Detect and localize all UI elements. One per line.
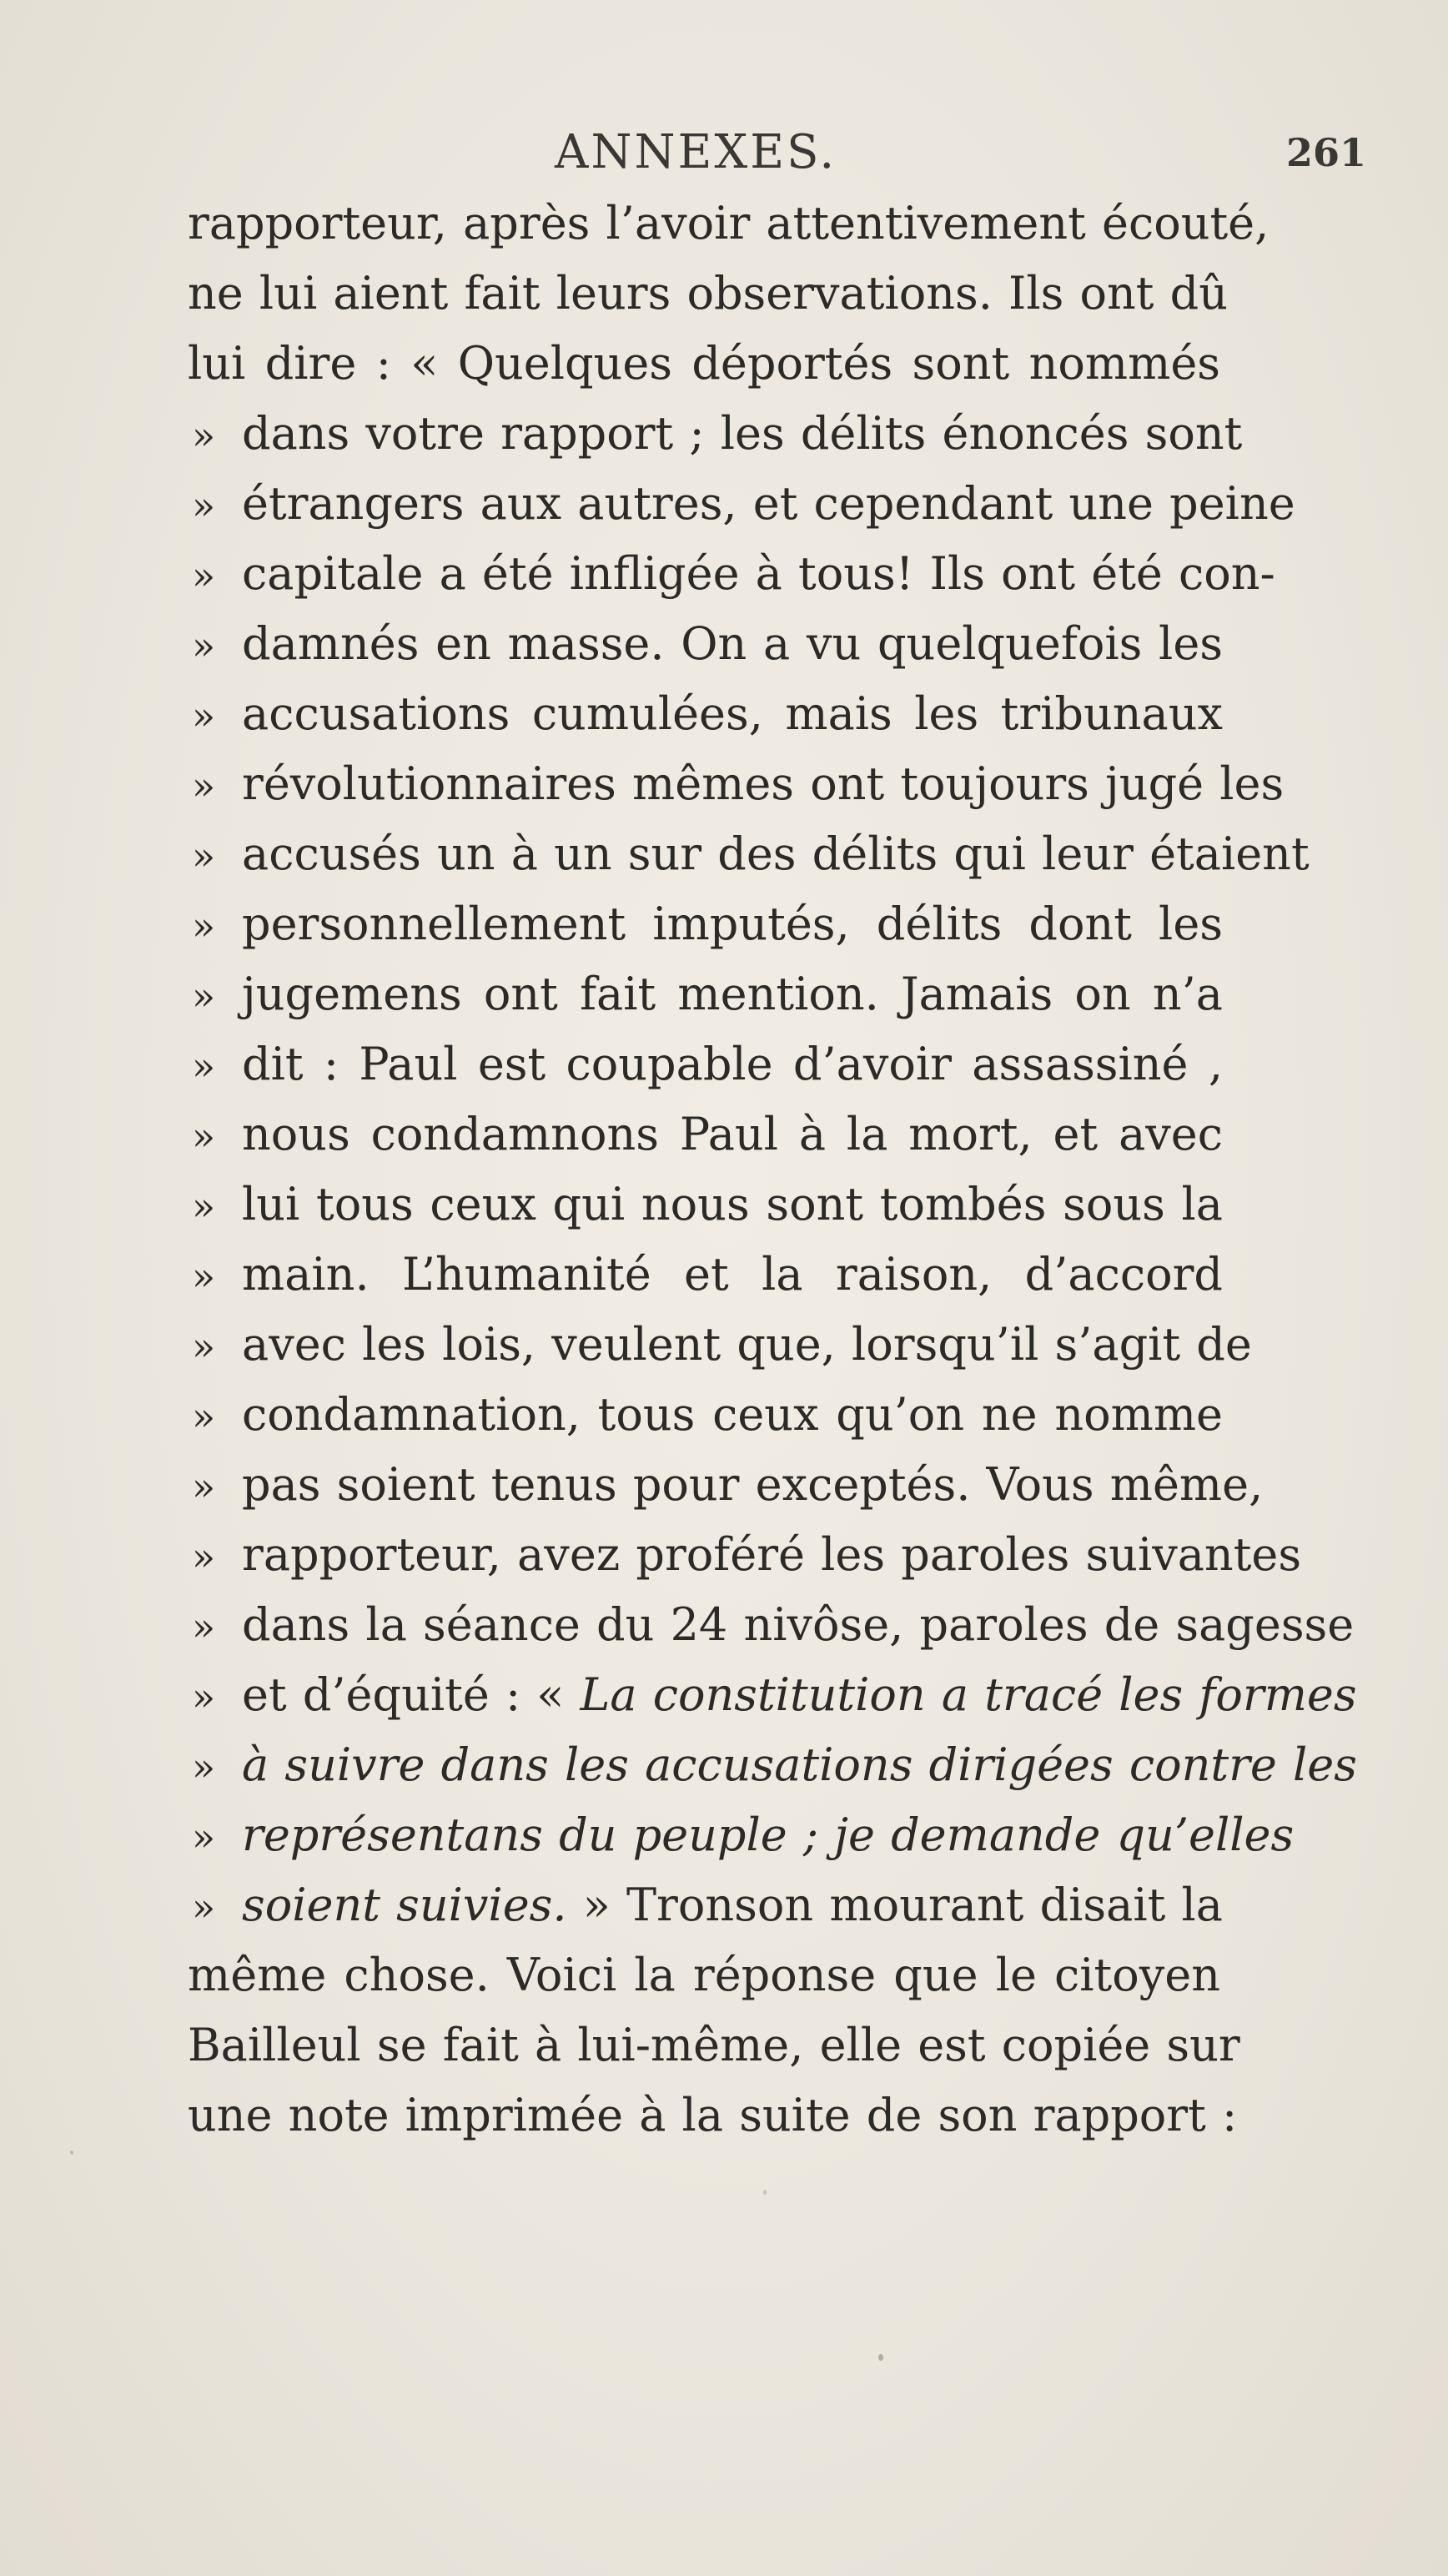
- line-content: [242, 1310, 1252, 1380]
- running-title: ANNEXES.: [555, 125, 837, 179]
- line-text: avec les lois, veulent que, lorsqu’il s’agit de: [242, 1318, 1252, 1371]
- text-line: [192, 539, 1275, 609]
- line-content: [242, 539, 1275, 609]
- quote-continuation-mark: »: [192, 1394, 216, 1439]
- text-line: [192, 959, 1224, 1029]
- line-content: [242, 1029, 1223, 1099]
- text-line: [192, 1730, 1357, 1800]
- line-text: damnés en masse. On a vu quelquefois les: [242, 617, 1223, 670]
- text-line: [188, 2010, 1240, 2080]
- quote-continuation-mark: »: [192, 413, 216, 458]
- italic-quotation: soient suivies.: [242, 1879, 567, 1931]
- quote-continuation-mark: »: [192, 1674, 216, 1719]
- quote-continuation-mark: »: [192, 1744, 216, 1789]
- line-text: nous condamnons Paul à la mort, et avec: [242, 1108, 1223, 1160]
- line-content: [242, 819, 1310, 889]
- line-text: condamnation, tous ceux qu’on ne nomme: [242, 1388, 1223, 1441]
- running-head: [0, 125, 1448, 179]
- quote-continuation-mark: »: [192, 1464, 216, 1509]
- line-content: [242, 1520, 1302, 1590]
- quote-continuation-mark: »: [192, 1534, 216, 1579]
- line-text: rapporteur, avez proféré les paroles suivantes: [242, 1528, 1302, 1581]
- italic-quotation: La constitution a tracé les formes: [580, 1668, 1357, 1721]
- line-text: ne lui aient fait leurs observations. Ils ont dû: [188, 267, 1229, 319]
- quote-continuation-mark: »: [192, 763, 216, 808]
- quote-continuation-mark: »: [192, 1254, 216, 1299]
- page-number: 261: [1286, 130, 1367, 175]
- quote-continuation-mark: »: [192, 483, 216, 528]
- line-text: dit : Paul est coupable d’avoir assassiné ,: [242, 1038, 1223, 1090]
- line-text: main. L’humanité et la raison, d’accord: [242, 1248, 1223, 1301]
- line-text: une note imprimée à la suite de son rapport :: [188, 2089, 1238, 2141]
- line-content: [242, 749, 1285, 819]
- text-line: [192, 1660, 1357, 1730]
- line-content: [242, 1730, 1357, 1800]
- line-content: [242, 1800, 1295, 1870]
- quote-continuation-mark: »: [192, 974, 216, 1019]
- line-text: Bailleul se fait à lui-même, elle est copiée sur: [188, 2019, 1240, 2071]
- line-content: [242, 1660, 1357, 1730]
- line-content: [242, 1590, 1355, 1660]
- text-line: [192, 1099, 1224, 1170]
- italic-quotation: à suivre dans les accusations dirigées contre les: [242, 1738, 1357, 1791]
- line-content: [242, 959, 1223, 1029]
- text-line: [192, 1450, 1264, 1520]
- line-content: [242, 1099, 1223, 1170]
- line-content: [242, 399, 1243, 469]
- quote-continuation-mark: »: [192, 623, 216, 668]
- quote-continuation-mark: »: [192, 1184, 216, 1229]
- quote-continuation-mark: »: [192, 1604, 216, 1649]
- text-line: [192, 819, 1310, 889]
- text-line: [188, 1940, 1220, 2010]
- text-line: [188, 2080, 1238, 2151]
- line-text-after: » Tronson mourant disait la: [566, 1879, 1223, 1931]
- line-content: [242, 679, 1223, 749]
- text-line: [192, 1310, 1252, 1380]
- paper-speck: [70, 2151, 73, 2155]
- line-text: pas soient tenus pour exceptés. Vous même,: [242, 1458, 1264, 1511]
- text-line: [192, 1170, 1224, 1240]
- text-line: [192, 1380, 1224, 1450]
- text-line: [188, 329, 1220, 399]
- line-content: [242, 1380, 1223, 1450]
- text-line: [192, 399, 1243, 469]
- line-text: accusations cumulées, mais les tribunaux: [242, 687, 1223, 740]
- line-text: capitale a été infligée à tous! Ils ont été con-: [242, 547, 1275, 600]
- text-line: [192, 749, 1285, 819]
- line-content: [242, 609, 1223, 679]
- quote-continuation-mark: »: [192, 1044, 216, 1089]
- line-text: personnellement imputés, délits dont les: [242, 898, 1223, 950]
- italic-quotation: représentans du peuple ; je demande qu’elles: [242, 1809, 1295, 1861]
- line-text: lui dire : « Quelques déportés sont nommés: [188, 337, 1220, 390]
- text-line: [192, 1240, 1224, 1310]
- line-text: accusés un à un sur des délits qui leur étaient: [242, 828, 1310, 880]
- quote-continuation-mark: »: [192, 553, 216, 598]
- line-text: même chose. Voici la réponse que le citoyen: [188, 1949, 1220, 2001]
- text-line: [192, 1800, 1295, 1870]
- text-line: [192, 609, 1224, 679]
- text-line: [192, 679, 1224, 749]
- quote-continuation-mark: »: [192, 833, 216, 878]
- text-line: [192, 889, 1224, 959]
- quote-continuation-mark: »: [192, 903, 216, 948]
- line-text: rapporteur, après l’avoir attentivement écouté,: [188, 197, 1270, 249]
- line-text: étrangers aux autres, et cependant une peine: [242, 477, 1295, 530]
- line-content: [242, 469, 1295, 539]
- line-content: [242, 1870, 1223, 1940]
- line-content: [242, 1450, 1264, 1520]
- quote-continuation-mark: »: [192, 1114, 216, 1159]
- line-text: dans la séance du 24 nivôse, paroles de sagesse: [242, 1598, 1355, 1651]
- text-line: [192, 469, 1295, 539]
- quote-continuation-mark: »: [192, 1814, 216, 1859]
- text-line: [192, 1590, 1355, 1660]
- line-text: et d’équité : «: [242, 1668, 581, 1721]
- line-text: dans votre rapport ; les délits énoncés sont: [242, 407, 1243, 460]
- quote-continuation-mark: »: [192, 1324, 216, 1369]
- line-text: lui tous ceux qui nous sont tombés sous la: [242, 1178, 1223, 1230]
- line-content: [242, 889, 1223, 959]
- line-content: [242, 1240, 1223, 1310]
- line-text: révolutionnaires mêmes ont toujours jugé les: [242, 757, 1285, 810]
- line-text: jugemens ont fait mention. Jamais on n’a: [242, 968, 1223, 1020]
- quote-continuation-mark: »: [192, 1884, 216, 1929]
- paper-speck: [763, 2190, 767, 2195]
- line-content: [242, 1170, 1223, 1240]
- text-line: [192, 1870, 1224, 1940]
- quote-continuation-mark: »: [192, 693, 216, 738]
- text-line: [188, 259, 1229, 329]
- paper-speck: [878, 2354, 883, 2361]
- text-line: [188, 189, 1270, 259]
- text-line: [192, 1520, 1302, 1590]
- text-line: [192, 1029, 1224, 1099]
